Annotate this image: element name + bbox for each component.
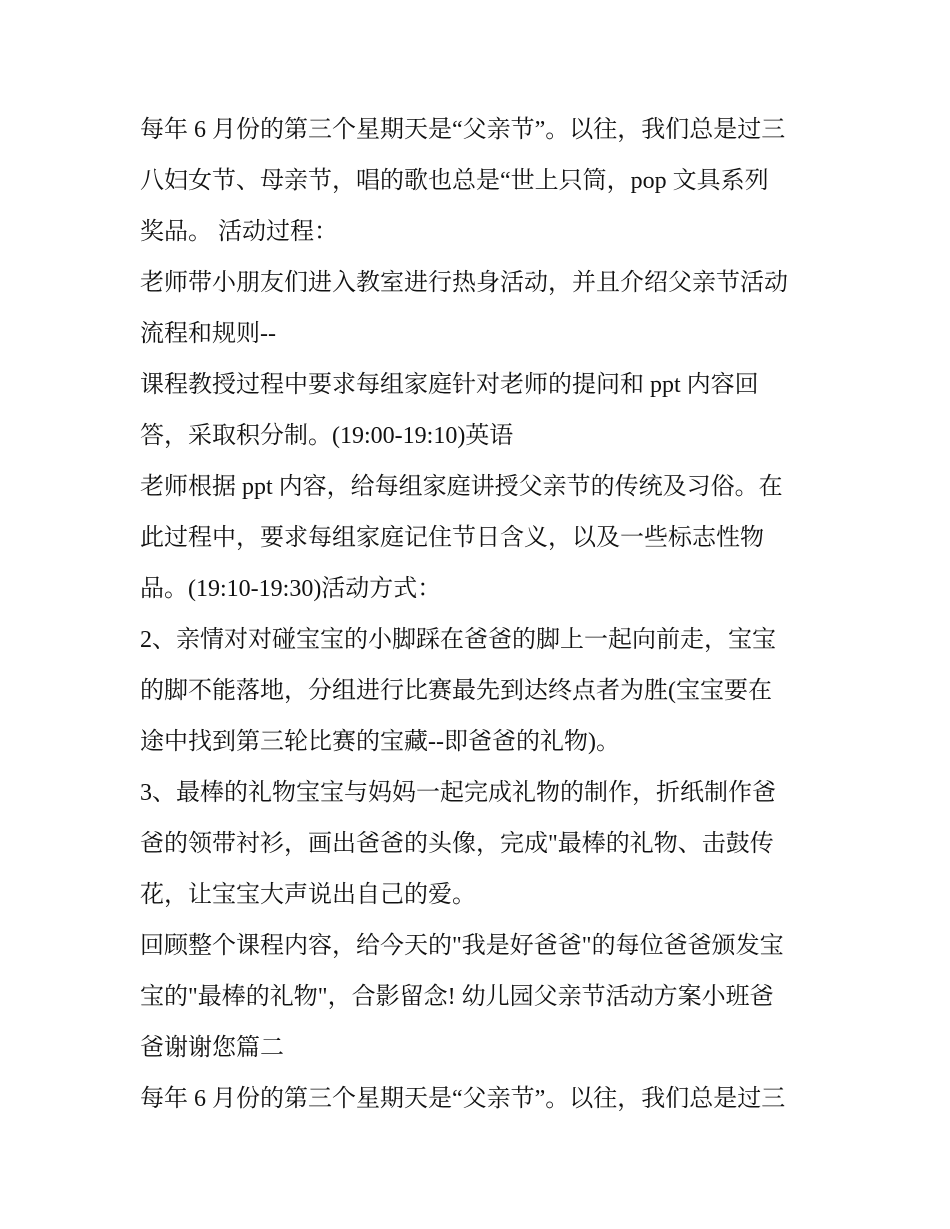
text-line: 老师带小朋友们进入教室进行热身活动，并且介绍父亲节活动 (140, 270, 788, 296)
text-line: 途中找到第三轮比赛的宝藏--即爸爸的礼物)。 (140, 729, 620, 755)
text-line: 的脚不能落地，分组进行比赛最先到达终点者为胜(宝宝要在 (140, 678, 772, 704)
document-body (140, 105, 820, 1125)
text-line: 每年 6 月份的第三个星期天是“父亲节”。以往，我们总是过三 (140, 1086, 786, 1112)
text-line: 此过程中，要求每组家庭记住节日含义，以及一些标志性物 (140, 525, 764, 551)
text-line: 爸的领带衬衫，画出爸爸的头像，完成"最棒的礼物、击鼓传 (140, 831, 774, 857)
text-line: 品。(19:10-19:30)活动方式： (140, 576, 442, 602)
text-line: 回顾整个课程内容，给今天的"我是好爸爸"的每位爸爸颁发宝 (140, 933, 784, 959)
text-line: 爸谢谢您篇二 (140, 1035, 284, 1061)
text-line: 流程和规则-- (140, 321, 276, 347)
text-line: 3、最棒的礼物宝宝与妈妈一起完成礼物的制作，折纸制作爸 (140, 780, 776, 806)
text-line: 老师根据 ppt 内容，给每组家庭讲授父亲节的传统及习俗。在 (140, 474, 783, 500)
text-line: 每年 6 月份的第三个星期天是“父亲节”。以往，我们总是过三 (140, 117, 786, 143)
text-line: 奖品。 活动过程： (140, 219, 338, 245)
text-line: 八妇女节、母亲节，唱的歌也总是“世上只筒，pop 文具系列 (140, 168, 769, 194)
text-line: 2、亲情对对碰宝宝的小脚踩在爸爸的脚上一起向前走，宝宝 (140, 627, 776, 653)
text-line: 花，让宝宝大声说出自己的爱。 (140, 882, 476, 908)
text-line: 宝的"最棒的礼物"，合影留念! 幼儿园父亲节活动方案小班爸 (140, 984, 774, 1010)
text-line: 答，采取积分制。(19:00-19:10)英语 (140, 423, 514, 449)
text-line: 课程教授过程中要求每组家庭针对老师的提问和 ppt 内容回 (140, 372, 759, 398)
